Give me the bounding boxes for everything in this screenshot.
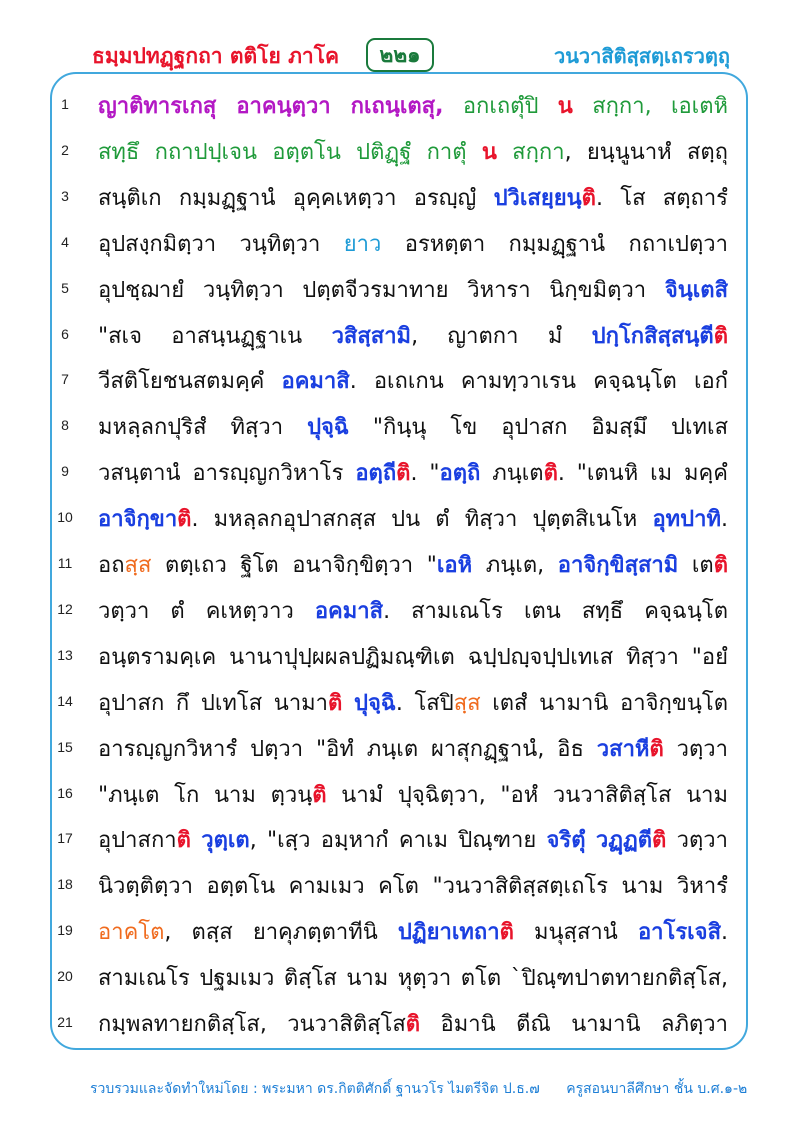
text-segment-blue: จริตุํ — [546, 828, 586, 854]
text-line — [0, 679, 800, 731]
text-segment-black: วตฺวา ตํ คเหตฺวาว — [98, 598, 315, 624]
text-segment-black: ตตฺเถว ฐิโต อนาจิกฺขิตฺวา " — [151, 553, 437, 578]
text-segment-red: น — [557, 94, 573, 119]
text-segment-black: . โส สตฺถารํ — [595, 185, 728, 211]
line-text — [98, 455, 728, 490]
text-segment-black: . สามเณโร เตน สทฺธึ คจฺฉนฺโต — [383, 598, 728, 624]
text-segment-red: ติ — [713, 323, 728, 349]
text-segment-blue: วฏฺฏตี — [595, 828, 653, 854]
text-segment-black: สามเณโร ปฐมเมว ติสฺโส นาม หุตฺวา ตโต `ปิณฺฑปาตทายกติสฺโส, — [98, 966, 728, 992]
line-text — [98, 88, 728, 123]
line-text — [98, 272, 728, 307]
text-segment-black: สนฺติเก กมฺมฏฺฐานํ อุคฺคเหตฺวา อรญฺญํ — [98, 185, 494, 211]
text-segment-black: วีสติโยชนสตมคฺคํ — [98, 369, 282, 395]
text-segment-black — [586, 828, 596, 853]
text-segment-red: ติ — [328, 690, 343, 716]
page-number-box: ๒๒๑ — [366, 38, 434, 72]
line-text — [98, 318, 728, 353]
line-text — [98, 777, 728, 812]
text-segment-blue: อตฺถิ — [439, 461, 481, 487]
text-line — [0, 82, 800, 134]
text-segment-black: อารญฺญกวิหารํ ปตฺวา "อิทํ ภนฺเต ผาสุกฏฺฐานํ, อิธ — [98, 736, 597, 762]
text-line — [0, 495, 800, 547]
text-segment-green: อกเถตุํปิ — [443, 94, 558, 119]
text-segment-black: มหลฺลกปุริสํ ทิสฺวา — [98, 415, 308, 441]
text-line — [0, 403, 800, 455]
text-line — [0, 312, 800, 364]
text-segment-blue: อาโรเจสิ — [637, 920, 721, 946]
line-number: 5 — [61, 279, 69, 296]
text-segment-orange: อาคโต — [98, 920, 165, 946]
text-line — [0, 128, 800, 180]
line-number: 14 — [57, 692, 73, 709]
line-text — [98, 822, 728, 857]
text-segment-black: ภนฺเต, — [472, 553, 558, 578]
line-text — [98, 593, 728, 628]
text-segment-black: . มหลฺลกอุปาสกสฺส ปน ตํ ทิสฺวา ปุตฺตสิเนโห — [191, 507, 653, 533]
line-number: 16 — [57, 784, 73, 801]
text-segment-blue: อตฺถี — [355, 461, 397, 487]
line-number: 12 — [57, 600, 73, 617]
text-segment-red: ติ — [396, 461, 411, 487]
line-number: 11 — [57, 555, 73, 571]
text-segment-orange: สฺส — [124, 553, 152, 578]
text-segment-red: ติ — [177, 507, 192, 533]
text-segment-blue: วสิสฺสามิ — [331, 323, 412, 349]
line-number: 9 — [61, 463, 69, 480]
text-segment-teal: ยาว — [343, 231, 382, 257]
text-segment-green: สทฺธึ กถาปปฺเจน อตฺตโน ปติฏฺฐํ กาตุํ — [98, 139, 482, 165]
page-footer — [90, 1078, 769, 1100]
text-segment-red: ติ — [649, 736, 664, 762]
text-segment-black: นิวตฺติตฺวา อตฺตโน คามเมว คโต "วนวาสิติสฺสตฺเถโร นาม วิหารํ — [98, 874, 728, 900]
line-text — [98, 914, 728, 949]
text-segment-black: . โสปิ — [395, 690, 454, 716]
line-text — [98, 547, 728, 582]
line-number: 6 — [61, 325, 69, 342]
text-segment-black: อนฺตรามคฺเค นานาปุปฺผผลปฏิมณฺฑิเต ฉปฺปญฺจปฺปเทเส ทิสฺวา "อยํ — [98, 644, 728, 670]
line-text — [98, 731, 728, 766]
line-number: 17 — [57, 830, 73, 847]
text-segment-red: ติ — [312, 782, 327, 808]
text-line — [0, 908, 800, 960]
line-text — [98, 501, 728, 536]
text-segment-black: วตฺวา — [666, 828, 728, 854]
line-number: 3 — [61, 187, 69, 204]
text-line — [0, 357, 800, 409]
line-number: 1 — [61, 96, 69, 112]
text-segment-black: กมฺพลทายกติสฺโส, วนวาสิติสฺโส — [98, 1012, 406, 1037]
text-line — [0, 954, 800, 1006]
text-segment-blue: ปฏิยาเทถา — [397, 920, 500, 946]
line-text — [98, 1006, 728, 1041]
text-segment-black: , "เสฺว อมฺหากํ คาเม ปิณฺฑาย — [249, 828, 547, 854]
text-segment-red: ติ — [581, 185, 596, 211]
footer-course: ครูสอนบาลีศึกษา ชั้น บ.ศ.๑-๒ — [566, 1081, 748, 1097]
text-segment-black: "กินฺนุ โข อุปาสก อิมสฺมึ ปเทเส — [348, 415, 728, 441]
line-number: 20 — [57, 968, 73, 985]
line-text — [98, 134, 728, 169]
text-line — [0, 220, 800, 272]
text-line — [0, 541, 800, 593]
line-text — [98, 363, 728, 398]
text-segment-blue: ปกฺโกสิสฺสนฺตี — [591, 323, 714, 349]
text-segment-red: น — [481, 139, 497, 165]
text-segment-green: สกฺกา — [496, 139, 565, 165]
line-number: 10 — [57, 509, 73, 526]
text-segment-black: , ญาตกา มํ — [411, 323, 592, 349]
text-segment-black: "สเจ อาสนฺนฏฺฐาเน — [98, 323, 332, 349]
text-segment-blue: อคมาสิ — [314, 598, 384, 624]
text-segment-black: อถ — [98, 553, 125, 578]
text-segment-black: . — [721, 507, 728, 533]
text-line — [0, 449, 800, 501]
text-segment-black: มนุสฺสานํ — [513, 920, 638, 946]
line-text — [98, 409, 728, 444]
text-segment-black: เตสํ นามานิ อาจิกฺขนฺโต — [480, 690, 728, 716]
text-segment-black: วตฺวา — [663, 736, 728, 762]
text-segment-blue: อคมาสิ — [281, 369, 350, 395]
text-line — [0, 587, 800, 639]
text-segment-black: วสนฺตานํ อารญฺญกวิหาโร — [98, 461, 356, 487]
text-line — [0, 174, 800, 226]
text-segment-black: ภนฺเต — [480, 461, 544, 487]
text-segment-blue: ปุจฺฉิ — [354, 690, 396, 716]
text-segment-black: อุปสงฺกมิตฺวา วนฺทิตฺวา — [98, 231, 344, 257]
line-number: 2 — [61, 141, 69, 158]
line-text — [98, 639, 728, 674]
text-segment-black: "ภนฺเต โก นาม ตฺวนฺ — [98, 782, 313, 808]
line-number: 7 — [61, 371, 69, 388]
text-segment-purple: ญาติทารเกสุ อาคนฺตฺวา กเถนฺเตสุ, — [98, 94, 444, 119]
line-number: 13 — [57, 646, 73, 663]
text-segment-black: อรหตฺตา กมฺมฏฺฐานํ กถาเปตฺวา — [381, 231, 728, 257]
text-segment-blue: อุทปาทิ — [652, 507, 721, 533]
text-segment-black — [342, 691, 354, 716]
text-segment-red: ติ — [713, 553, 729, 578]
text-segment-black: อุปชฺฌายํ วนฺทิตฺวา ปตฺตจีวรมาทาย วิหารา นิกฺขมิตฺวา — [98, 277, 665, 303]
line-text — [98, 226, 728, 261]
text-segment-orange: สฺส — [453, 690, 481, 716]
text-segment-black: นามํ ปุจฺฉิตฺวา, "อหํ วนวาสิติสฺโส นาม — [326, 782, 728, 808]
story-title: วนวาสิติสฺสตฺเถรวตฺถุ — [554, 44, 730, 68]
text-line — [0, 771, 800, 823]
text-segment-blue: ปวิเสยฺยนฺ — [493, 185, 582, 211]
line-number: 15 — [57, 738, 73, 755]
text-line — [0, 633, 800, 685]
text-segment-black: อุปาสกา — [98, 828, 177, 854]
line-number: 18 — [57, 876, 73, 893]
book-title: ธมฺมปทฏฺฐกถา ตติโย ภาโค — [92, 44, 340, 68]
text-segment-black: , ยนฺนูนาหํ สตฺถุ — [564, 139, 728, 165]
text-segment-black: . — [721, 920, 728, 946]
line-text — [98, 868, 728, 903]
text-line — [0, 862, 800, 914]
text-segment-red: ติ — [652, 828, 667, 854]
text-line — [0, 725, 800, 777]
text-segment-red: ติ — [405, 1012, 421, 1037]
text-segment-black: , ตสฺส ยาคุภตฺตาทีนิ — [164, 920, 398, 946]
text-segment-green: สกฺกา, — [572, 94, 671, 119]
text-segment-blue: วุตฺเต — [201, 828, 250, 854]
line-number: 4 — [61, 233, 69, 250]
text-segment-blue: ปุจฺฉิ — [307, 415, 349, 441]
footer-compiler: รวบรวมและจัดทำใหม่โดย : พระมหา ดร.กิตติศักดิ์ ฐานวโร ไมตรีจิต ป.ธ.๗ — [90, 1081, 540, 1097]
text-segment-black: เต — [678, 553, 714, 578]
text-line — [0, 1000, 800, 1052]
line-number: 21 — [57, 1014, 73, 1030]
text-segment-black: อุปาสก กึ ปเทโส นามา — [98, 690, 329, 716]
text-segment-black: อิมานิ ตีณิ นามานิ ลภิตฺวา — [420, 1012, 728, 1037]
text-segment-blue: อาจิกฺขา — [98, 507, 178, 533]
text-segment-black: . " — [410, 461, 440, 487]
text-segment-blue: อาจิกฺขิสฺสามิ — [557, 553, 679, 578]
line-number: 8 — [61, 417, 69, 434]
text-line — [0, 816, 800, 868]
text-segment-black — [191, 828, 201, 853]
text-segment-black: . อเถเกน คามทฺวาเรน คจฺฉนฺโต เอกํ — [349, 369, 728, 395]
line-text — [98, 180, 728, 215]
text-segment-blue: จินฺเตสิ — [664, 277, 728, 303]
text-segment-red: ติ — [499, 920, 514, 946]
text-line — [0, 266, 800, 318]
line-text — [98, 960, 728, 995]
line-number: 19 — [57, 922, 73, 939]
text-segment-blue: วสาหี — [596, 736, 650, 762]
text-segment-blue: เอหิ — [436, 553, 473, 578]
text-segment-red: ติ — [176, 828, 191, 854]
text-segment-black: . "เตนหิ เม มคฺคํ — [557, 461, 728, 487]
text-segment-green: เอเตหิ — [670, 94, 728, 119]
text-segment-red: ติ — [543, 461, 558, 487]
line-text — [98, 685, 728, 720]
